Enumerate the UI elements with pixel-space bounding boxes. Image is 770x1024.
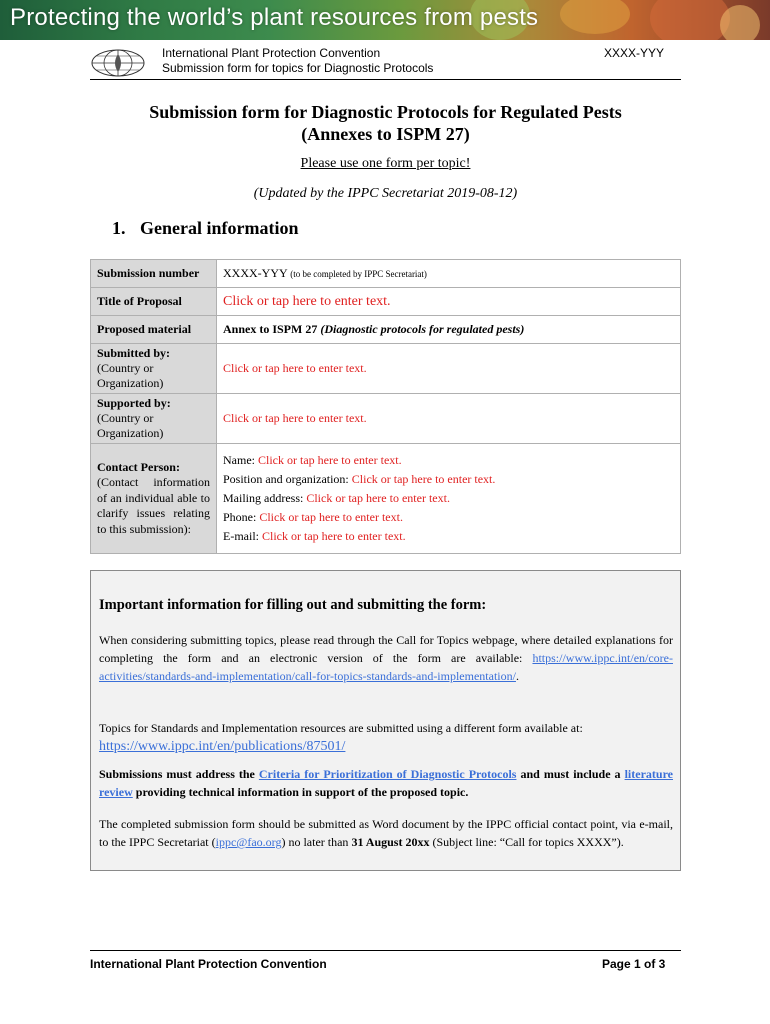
contact-email-input[interactable]: Click or tap here to enter text.	[262, 529, 406, 543]
section-heading	[112, 218, 298, 239]
info-paragraph-4	[99, 815, 673, 851]
contact-person-label: Contact Person:	[97, 459, 180, 474]
supported-by-sublabel: (Country or Organization)	[97, 411, 164, 440]
contact-person-fields	[217, 444, 681, 554]
ippc-email-link[interactable]: ippc@fao.org	[215, 835, 282, 849]
info-p4-text-b: ) no later than	[281, 835, 352, 849]
info-p3-text-b: and must include a	[516, 767, 625, 781]
contact-name-label: Name:	[223, 453, 258, 467]
info-paragraph-2	[99, 719, 673, 756]
submitted-by-sublabel: (Country or Organization)	[97, 361, 164, 390]
general-information-table	[90, 259, 681, 554]
contact-phone-input[interactable]: Click or tap here to enter text.	[259, 510, 403, 524]
submitted-by-label: Submitted by:	[97, 346, 171, 360]
table-row	[91, 260, 681, 288]
info-box-heading: Important information for filling out and submitting the form:	[99, 597, 487, 613]
submitted-by-label-cell	[91, 344, 217, 394]
header-form-line: Submission form for topics for Diagnostic Protocols	[162, 61, 434, 75]
one-form-notice: Please use one form per topic!	[300, 156, 471, 171]
call-for-topics-link[interactable]: https://www.ippc.int/en/core-activities/standards-and-implementation/call-for-topics-standards-and-implementation/	[99, 651, 673, 683]
deadline-date: 31 August 20xx	[351, 835, 430, 849]
contact-phone-label: Phone:	[223, 510, 260, 524]
footer-page-number: Page 1 of 3	[602, 957, 666, 971]
running-header	[162, 46, 433, 76]
supported-by-input[interactable]: Click or tap here to enter text.	[223, 411, 367, 425]
banner-leaf-decoration	[720, 5, 760, 40]
footer-organization: International Plant Protection Convention	[90, 957, 327, 971]
contact-name-input[interactable]: Click or tap here to enter text.	[258, 453, 402, 467]
footer-rule	[90, 950, 681, 951]
submission-number-note: (to be completed by IPPC Secretariat)	[290, 269, 427, 279]
header-rule	[90, 79, 681, 80]
table-row	[91, 344, 681, 394]
supported-by-label-cell	[91, 394, 217, 444]
updated-note: (Updated by the IPPC Secretariat 2019-08-12)	[253, 186, 518, 201]
info-p4-text-a: The completed submission form should be submitted as Word document by the IPPC official contact point, via e-mail, to the IPPC Secretariat (	[99, 817, 673, 849]
document-title	[90, 101, 681, 145]
info-p1-text: When considering submitting topics, please read through the Call for Topics webpage, where detailed explanations for completing the form and an electronic version of the form are available:	[99, 633, 673, 665]
section-number: 1.	[112, 218, 126, 238]
contact-mailing-input[interactable]: Click or tap here to enter text.	[306, 491, 450, 505]
contact-position-label: Position and organization:	[223, 472, 352, 486]
submitted-by-input[interactable]: Click or tap here to enter text.	[223, 361, 367, 375]
literature-review-link[interactable]: literature review	[99, 767, 673, 799]
header-org-line: International Plant Protection Convention	[162, 46, 381, 60]
contact-position-row[interactable]	[223, 470, 674, 489]
title-of-proposal-field[interactable]	[217, 288, 681, 316]
proposed-material-label: Proposed material	[91, 316, 217, 344]
section-title: General information	[140, 218, 299, 238]
title-line-1: Submission form for Diagnostic Protocols for Regulated Pests	[149, 102, 622, 122]
submission-number-cell	[217, 260, 681, 288]
info-paragraph-1	[99, 631, 673, 685]
proposed-material-italic: (Diagnostic protocols for regulated pests)	[320, 322, 525, 336]
title-of-proposal-label: Title of Proposal	[91, 288, 217, 316]
contact-mailing-row[interactable]	[223, 489, 674, 508]
publications-link[interactable]: https://www.ippc.int/en/publications/87501/	[99, 739, 346, 754]
info-paragraph-3	[99, 765, 673, 801]
contact-mailing-label: Mailing address:	[223, 491, 307, 505]
submitted-by-field[interactable]	[217, 344, 681, 394]
supported-by-label: Supported by:	[97, 396, 171, 410]
header-code: XXXX-YYY	[604, 46, 665, 60]
important-information-box	[90, 570, 681, 871]
header-banner	[0, 0, 770, 40]
table-row	[91, 394, 681, 444]
contact-phone-row[interactable]	[223, 508, 674, 527]
table-row	[91, 288, 681, 316]
info-p3-text-a: Submissions must address the	[99, 767, 259, 781]
contact-person-label-cell	[91, 444, 217, 554]
info-p1-end: .	[515, 669, 519, 683]
contact-position-input[interactable]: Click or tap here to enter text.	[351, 472, 496, 486]
banner-leaf-decoration	[560, 0, 630, 34]
table-row	[91, 316, 681, 344]
submission-number-value: XXXX-YYY	[223, 266, 288, 280]
banner-title: Protecting the world’s plant resources from pests	[10, 4, 539, 31]
supported-by-field[interactable]	[217, 394, 681, 444]
info-p2-text: Topics for Standards and Implementation resources are submitted using a different form available at:	[99, 721, 583, 735]
info-p4-text-c: (Subject line: “Call for topics XXXX”).	[429, 835, 624, 849]
proposed-material-cell	[217, 316, 681, 344]
contact-email-label: E-mail:	[223, 529, 262, 543]
contact-name-row[interactable]	[223, 451, 674, 470]
proposed-material-value: Annex to ISPM 27	[223, 322, 321, 336]
banner-leaf-decoration	[650, 0, 730, 40]
contact-email-row[interactable]	[223, 527, 674, 546]
info-p3-text-c: providing technical information in support of the proposed topic.	[132, 785, 469, 799]
title-line-2: (Annexes to ISPM 27)	[301, 124, 470, 144]
title-of-proposal-input[interactable]: Click or tap here to enter text.	[223, 293, 391, 309]
criteria-link[interactable]: Criteria for Prioritization of Diagnostic Protocols	[258, 767, 517, 781]
table-row	[91, 444, 681, 554]
contact-person-sublabel: (Contact information of an individual able to clarify issues relating to this submission):	[97, 475, 210, 536]
submission-number-label: Submission number	[91, 260, 217, 288]
ippc-globe-logo-icon	[90, 48, 146, 78]
